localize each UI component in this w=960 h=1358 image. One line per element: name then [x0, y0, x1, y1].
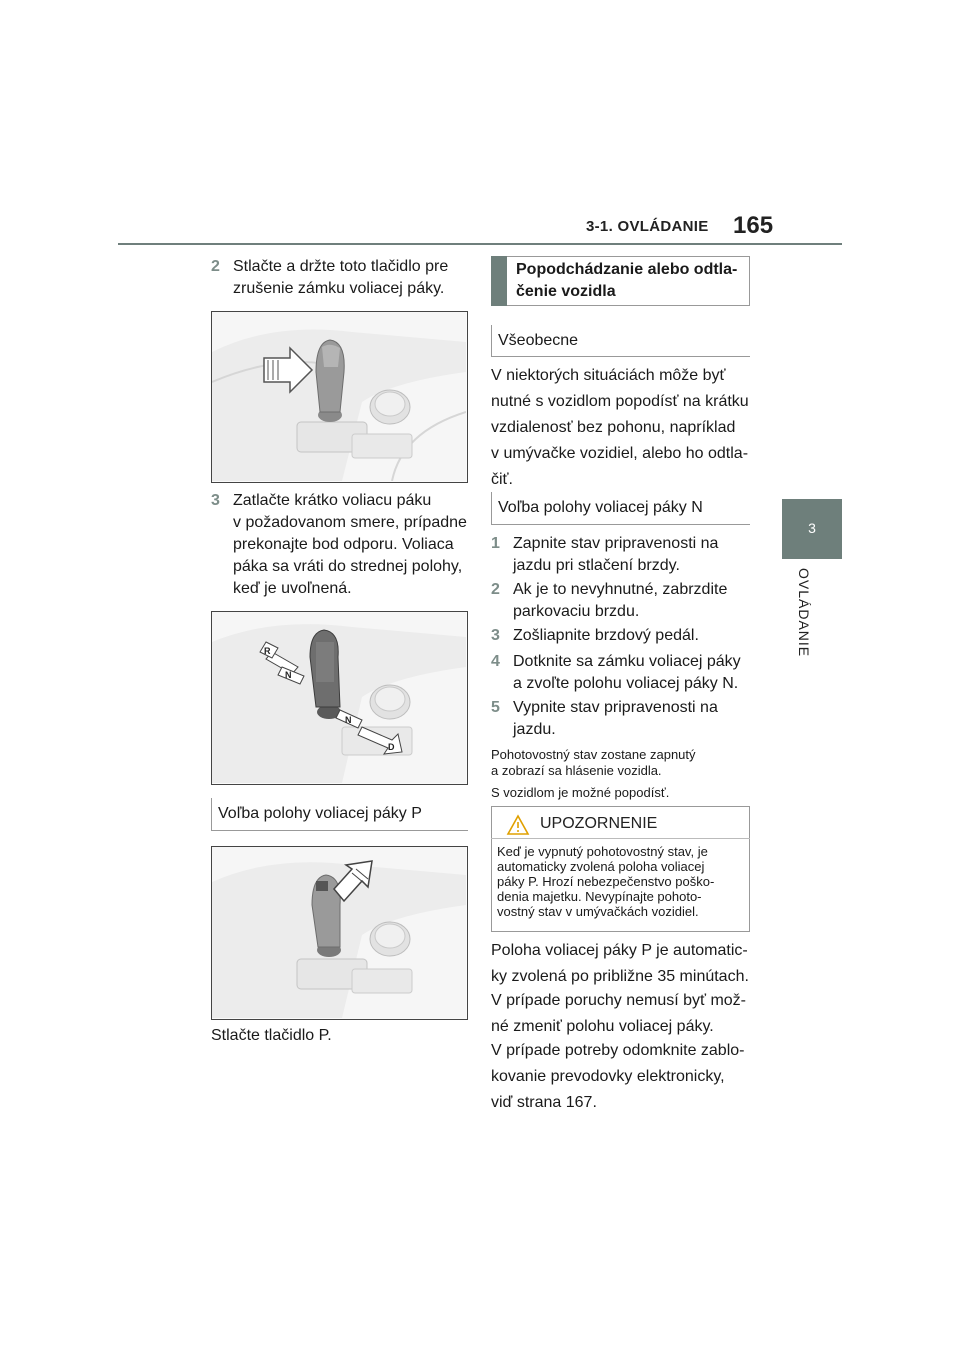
step-number: 3 [491, 627, 500, 644]
step-4 [491, 651, 751, 695]
warning-divider [491, 838, 750, 839]
step-number: 3 [211, 492, 220, 509]
direction-label-n-upper: N [285, 670, 292, 680]
section-header-bar [491, 256, 507, 306]
subhead-marker [491, 492, 492, 524]
subhead-rule [491, 356, 750, 357]
subhead-select-n: Voľba polohy voliacej páky N [498, 499, 703, 516]
gear-lever-illustration [212, 312, 466, 481]
chapter-tab-label: OVLÁDANIE [796, 568, 812, 658]
step-text: Ak je to nevyhnutné, zabrzdite parkovaciu brzdu. [513, 581, 728, 620]
warning-icon [506, 814, 530, 836]
direction-label-r: R [264, 646, 271, 656]
step-text: Zošliapnite brzdový pedál. [513, 627, 699, 644]
subhead-rule [211, 830, 468, 831]
step-text: Stlačte a držte toto tlačidlo pre zrušenie zámku voliacej páky. [233, 258, 449, 297]
note-roll: S vozidlom je možné popodísť. [491, 785, 670, 800]
step-2 [211, 256, 471, 300]
paragraph-auto-p: Poloha voliacej páky P je automatic- ky zvolená po približne 35 minútach. [491, 942, 749, 985]
step-text: Zatlačte krátko voliacu páku v požadovanom smere, prípadne prekonajte bod odporu. Voliaca páka sa vráti do strednej polohy, keď je uvoľnená. [233, 492, 467, 597]
step-number: 1 [491, 535, 500, 552]
step-5 [491, 697, 751, 741]
note-standby: Pohotovostný stav zostane zapnutý a zobrazí sa hlásenie vozidla. [491, 747, 696, 778]
step-number: 4 [491, 653, 500, 670]
figure-unlock-button [211, 311, 468, 483]
gear-lever-directions-illustration [212, 612, 466, 783]
step-text: Dotknite sa zámku voliacej páky a zvoľte polohu voliacej páky N. [513, 653, 741, 692]
running-header-section: 3-1. OVLÁDANIE [586, 218, 709, 235]
caption-press-p: Stlačte tlačidlo P. [211, 1027, 332, 1044]
step-3 [211, 490, 471, 600]
figure-p-button [211, 846, 468, 1020]
header-rule [118, 243, 842, 245]
step-text: Zapnite stav pripravenosti na jazdu pri stlačení brzdy. [513, 535, 719, 574]
subhead-select-p: Voľba polohy voliacej páky P [218, 805, 422, 822]
step-1 [491, 533, 751, 577]
subhead-rule [491, 524, 750, 525]
warning-title: UPOZORNENIE [540, 815, 658, 832]
warning-text: Keď je vypnutý pohotovostný stav, je automaticky zvolená poloha voliacej páky P. Hrozí nebezpečenstvo poško- denia majetku. Nevypínajte pohoto- vostný stav v umývačkách vozidiel. [497, 844, 715, 919]
paragraph-unlock: V prípade potreby odomknite zablo- kovanie prevodovky elektronicky, viď strana 167. [491, 1042, 745, 1111]
section-title: Popodchádzanie alebo odtla- čenie vozidla [516, 261, 738, 300]
intro-paragraph: V niektorých situáciách môže byť nutné s vozidlom popodísť na krátku vzdialenosť bez pohonu, napríklad v umývačke vozidiel, alebo ho odtla- čiť. [491, 367, 749, 488]
subhead-marker [211, 798, 212, 830]
step-3 [491, 625, 751, 647]
p-button-illustration [212, 847, 466, 1018]
step-number: 5 [491, 699, 500, 716]
chapter-tab-number: 3 [808, 520, 816, 536]
step-text: Vypnite stav pripravenosti na jazdu. [513, 699, 718, 738]
subhead-marker [491, 325, 492, 357]
step-number: 2 [211, 258, 220, 275]
step-number: 2 [491, 581, 500, 598]
figure-shift-directions [211, 611, 468, 785]
page-number: 165 [733, 212, 774, 239]
direction-label-d: D [388, 742, 395, 752]
step-2 [491, 579, 751, 623]
subhead-general: Všeobecne [498, 332, 579, 349]
direction-label-n-lower: N [345, 715, 352, 725]
paragraph-malfunction: V prípade poruchy nemusí byť mož- né zmeniť polohu voliacej páky. [491, 992, 747, 1035]
